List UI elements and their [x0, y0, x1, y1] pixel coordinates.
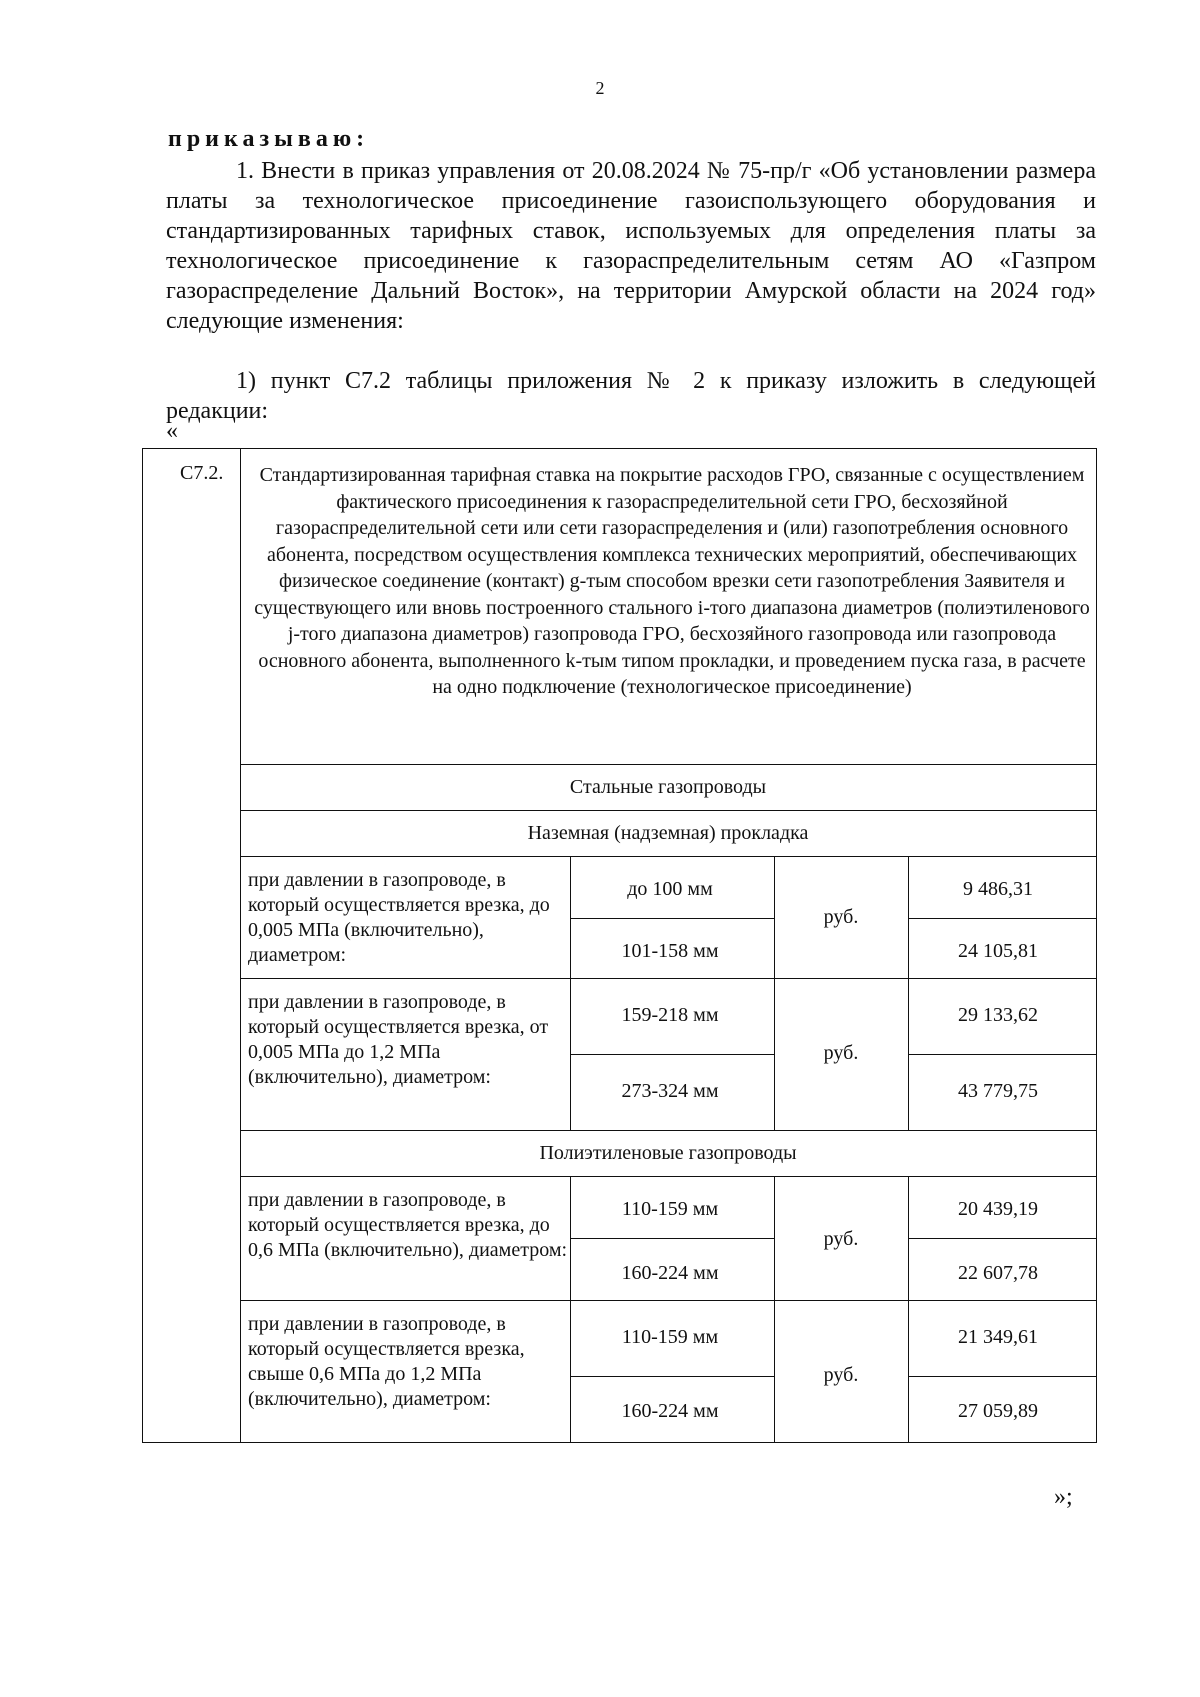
value-cell: 22 607,78: [958, 1262, 1038, 1284]
value-cell: 43 779,75: [958, 1080, 1038, 1102]
paragraph-1: 1. Внести в приказ управления от 20.08.2024 № 75-пр/г «Об установлении размера платы за технологическое присоединение газоиспользующего оборудования и стандартизированных тарифных ставок, используемых для определения платы за технологическое присоединение к газораспределительным сетям АО «Газпром газораспределение Дальний Восток», на территории Амурской области на 2024 год» следующие изменения:: [166, 158, 1096, 334]
section-poly-title: Полиэтиленовые газопроводы: [539, 1142, 797, 1164]
diameter-cell: 101-158 мм: [621, 940, 719, 962]
unit-cell: руб.: [823, 906, 859, 928]
diameter-cell: до 100 мм: [627, 878, 713, 900]
order-word: приказываю:: [168, 126, 370, 152]
unit-cell: руб.: [823, 1228, 859, 1250]
diameter-cell: 110-159 мм: [621, 1326, 719, 1348]
diameter-cell: 160-224 мм: [621, 1262, 719, 1284]
value-cell: 21 349,61: [958, 1326, 1038, 1348]
diameter-cell: 160-224 мм: [621, 1400, 719, 1422]
section-steel-title: Стальные газопроводы: [569, 776, 767, 798]
diameter-cell: 273-324 мм: [621, 1080, 719, 1102]
quote-open: «: [166, 418, 178, 444]
value-cell: 27 059,89: [958, 1400, 1038, 1422]
group-condition: при давлении в газопроводе, в который осуществляется врезка, свыше 0,6 МПа до 1,2 МПа (включительно), диаметром:: [248, 1313, 525, 1410]
group-condition: при давлении в газопроводе, в который осуществляется врезка, до 0,6 МПа (включительно), диаметром:: [248, 1189, 568, 1261]
quote-close: »;: [1054, 1484, 1073, 1510]
paragraph-2: 1) пункт С7.2 таблицы приложения № 2 к приказу изложить в следующей редакции:: [166, 368, 1096, 424]
value-cell: 9 486,31: [963, 878, 1033, 900]
section-above-ground-title: Наземная (надземная) прокладка: [527, 822, 809, 844]
unit-cell: руб.: [823, 1364, 859, 1386]
unit-cell: руб.: [823, 1042, 859, 1064]
diameter-cell: 110-159 мм: [621, 1198, 719, 1220]
value-cell: 24 105,81: [958, 940, 1038, 962]
table-description: Стандартизированная тарифная ставка на покрытие расходов ГРО, связанные с осуществлением фактического присоединения к газораспределительной сети ГРО, бесхозяйной газораспределительной сети или сети газораспределения и (или) газопотребления основного абонента, посредством осуществления комплекса технических мероприятий, обеспечивающих физическое соединение (контакт) g-тым способом врезки сети газопотребления Заявителя и существующего или вновь построенного стального i-того диапазона диаметров (полиэтиленового j-того диапазона диаметров) газопровода ГРО, бесхозяйного газопровода или газопровода основного абонента, выполненного k-тым типом прокладки, и проведением пуска газа, в расчете на одно подключение (технологическое присоединение): [254, 464, 1090, 698]
page-number: 2: [595, 78, 605, 98]
table-code: С7.2.: [180, 462, 224, 484]
group-condition: при давлении в газопроводе, в который осуществляется врезка, от 0,005 МПа до 1,2 МПа (включительно), диаметром:: [248, 991, 549, 1088]
diameter-cell: 159-218 мм: [621, 1004, 719, 1026]
group-condition: при давлении в газопроводе, в который осуществляется врезка, до 0,005 МПа (включительно), диаметром:: [248, 869, 550, 966]
value-cell: 29 133,62: [958, 1004, 1038, 1026]
value-cell: 20 439,19: [958, 1198, 1038, 1220]
